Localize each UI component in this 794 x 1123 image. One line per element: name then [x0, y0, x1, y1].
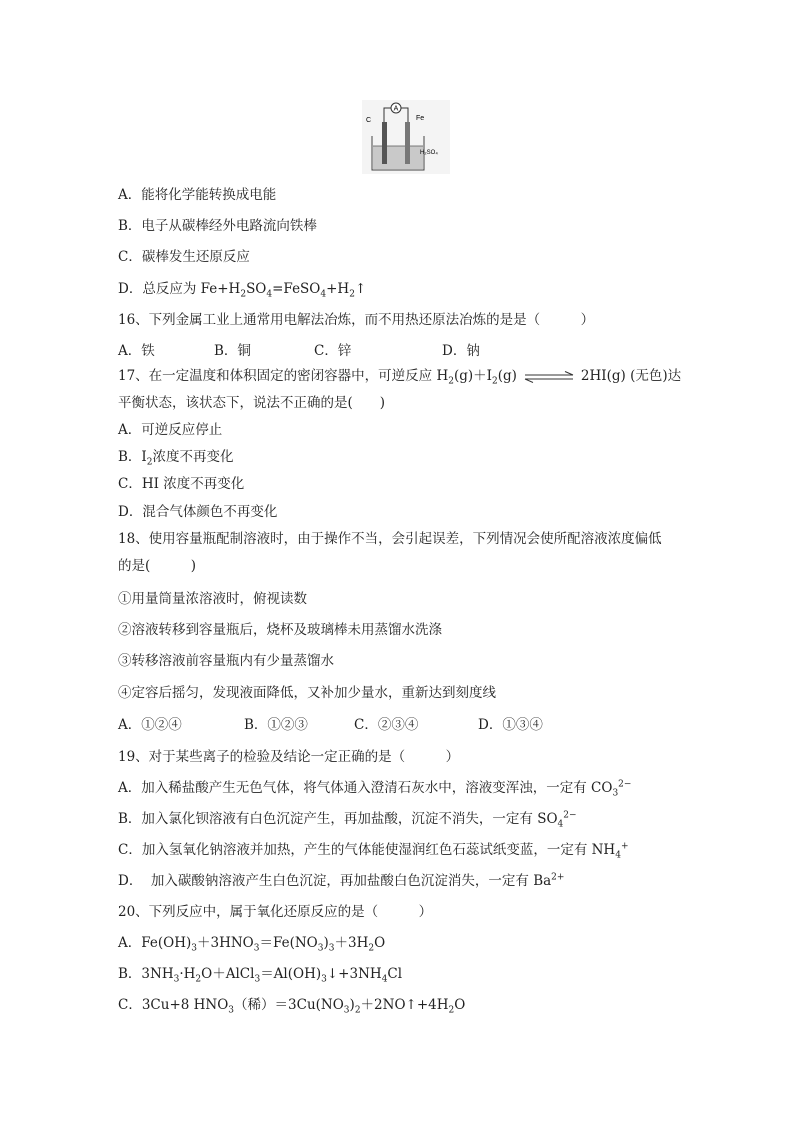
galvanic-cell-figure: [362, 100, 450, 174]
q16-options: [118, 342, 480, 360]
carbon-label: C: [366, 117, 372, 124]
q15-option-c: C．碳棒发生还原反应: [118, 249, 250, 265]
q17-option-b: B．$I_2$浓度不再变化: [118, 449, 234, 468]
q18-option-c: C．②③④: [354, 717, 419, 733]
q17-stem-line1: 17、在一定温度和体积固定的密闭容器中，可逆反应 $H_2(g)+I_2(g)$ 2HI(g) (无色)达: [118, 368, 682, 387]
q17-option-a: A．可逆反应停止: [118, 422, 223, 438]
q19-option-c: C．加入氢氧化钠溶液并加热，产生的气体能使湿润红色石蕊试纸变蓝，一定有 $NH_4^+$: [118, 841, 629, 861]
q15-option-b: B．电子从碳棒经外电路流向铁棒: [118, 218, 317, 234]
ammeter-label: A: [393, 105, 399, 113]
q15-option-d: D．总反应为 $Fe+H_2SO_4=FeSO_4+H_2↑$: [118, 281, 367, 300]
q18-option-b: B．①②③: [244, 717, 308, 733]
q18-item-4: ④定容后摇匀，发现液面降低，又补加少量水，重新达到刻度线: [118, 685, 496, 701]
q18-item-1: ①用量筒量浓溶液时，俯视读数: [118, 591, 307, 607]
q18-item-2: ②溶液转移到容量瓶后，烧杯及玻璃棒未用蒸馏水洗涤: [118, 622, 442, 638]
q16-option-c: C．锌: [314, 343, 352, 359]
q18-option-a: A．①②④: [118, 717, 182, 733]
q16-option-a: A．铁: [118, 343, 155, 359]
q16-option-d: D．钠: [442, 343, 480, 359]
q15-option-a: A．能将化学能转换成电能: [118, 187, 277, 203]
q17-option-d: D．混合气体颜色不再变化: [118, 504, 278, 520]
q17-option-c: C．HI 浓度不再变化: [118, 476, 245, 492]
q19-option-d: D． 加入碳酸钠溶液产生白色沉淀，再加盐酸白色沉淀消失，一定有 $Ba^{2+}$: [118, 872, 565, 889]
q19-option-a: A．加入稀盐酸产生无色气体，将气体通入澄清石灰水中，溶液变浑浊，一定有 $CO_3^{2-}$: [118, 779, 632, 799]
equilibrium-arrow-icon: [523, 370, 575, 384]
q18-options: [118, 716, 543, 734]
q18-stem-line1: 18、使用容量瓶配制溶液时，由于操作不当，会引起误差，下列情况会使所配溶液浓度偏低: [118, 531, 662, 547]
q19-option-b: B．加入氯化钡溶液有白色沉淀产生，再加盐酸，沉淀不消失，一定有 $SO_4^{2-}$: [118, 810, 577, 830]
q20-stem: 20、下列反应中，属于氧化还原反应的是（ ）: [118, 904, 433, 920]
q18-item-3: ③转移溶液前容量瓶内有少量蒸馏水: [118, 653, 334, 669]
iron-label: Fe: [416, 115, 425, 122]
q18-stem-line2: 的是( ): [118, 558, 197, 574]
solution-label: H₂SO₄: [420, 150, 438, 156]
q17-stem-line2: 平衡状态，该状态下，说法不正确的是( ): [118, 395, 386, 411]
q20-option-b: B．$3NH_3\cdot H_2O+AlCl_3=Al(OH)_3↓+3NH_4Cl$: [118, 966, 403, 985]
q18-option-d: D．①③④: [478, 717, 543, 733]
q16-option-b: B．铜: [214, 343, 251, 359]
q19-stem: 19、对于某些离子的检验及结论一定正确的是（ ）: [118, 749, 460, 765]
q20-option-a: A．$Fe(OH)_3+3HNO_3=Fe(NO_3)_3+3H_2O$: [118, 935, 386, 954]
q16-stem: 16、下列金属工业上通常用电解法冶炼，而不用热还原法冶炼的是是（ ）: [118, 312, 595, 328]
q20-option-c: C．3Cu+8 $HNO_3$（稀）$=3Cu(NO_3)_2+2NO↑+4H_2O$: [118, 997, 466, 1016]
